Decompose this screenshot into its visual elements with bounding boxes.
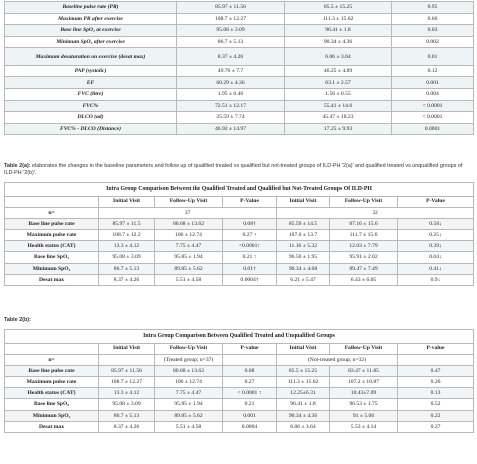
row-label: Base line SpO₂ — [5, 399, 99, 410]
data-cell: 83.47 ± 11.85 — [330, 365, 398, 376]
data-cell: 96.41 ± 1.8 — [277, 399, 330, 410]
data-cell: 111.3 ± 15.62 — [277, 377, 330, 388]
row-label: Minimum SpO₂ after exercise — [5, 36, 177, 48]
row-label: Minimum SpO₂ — [5, 263, 99, 274]
data-cell: 0.26 — [398, 377, 474, 388]
not-treated-value: 46.25 ± 4.89 — [285, 65, 392, 77]
table-2a-caption — [4, 163, 473, 176]
data-cell: 8.37 ± 4.26 — [99, 274, 155, 285]
row-label: PAP (systolic) — [5, 65, 177, 77]
table-title: Intra Group Comparison Between the Qualified Treated and Qualified but Not-Treated Groups Of ILD-PH — [5, 183, 474, 197]
data-cell: 0.25↓ — [398, 230, 474, 241]
column-header: P-value — [223, 343, 277, 354]
table-row — [5, 230, 474, 241]
data-cell: 87.16 ± 15.6 — [330, 218, 398, 229]
table-row — [5, 421, 474, 432]
qualified-treated-value: 60.29 ± 4.36 — [177, 77, 285, 89]
table-2b-caption — [4, 317, 473, 324]
row-label: DLCO (ad) — [5, 112, 177, 124]
not-treated-value: 6.06 ± 3.64 — [285, 48, 392, 66]
data-cell: 95.08 ± 3.09 — [99, 252, 155, 263]
data-cell: 0.08 — [223, 365, 277, 376]
p-value: < 0.0001 — [392, 100, 474, 112]
column-header: Follow-Up Visit — [330, 343, 398, 354]
data-cell: 0.0004† — [223, 274, 277, 285]
data-cell: 85.59 ± 14.5 — [277, 218, 330, 229]
n-label: n= — [5, 207, 99, 218]
data-cell: 11.16 ± 5.32 — [277, 241, 330, 252]
group-size-row — [5, 354, 474, 365]
row-label: Desat max — [5, 421, 99, 432]
data-cell: 0.22 — [398, 410, 474, 421]
empty-cell — [99, 354, 155, 365]
data-cell: 85.97 ± 11.5 — [99, 218, 155, 229]
data-cell: 0.001 — [223, 410, 277, 421]
data-cell: 80.68 ± 13.62 — [155, 365, 223, 376]
data-cell: 89.85 ± 5.62 — [155, 410, 223, 421]
column-header: P-value — [398, 343, 474, 354]
empty-cell — [223, 354, 277, 365]
table-row — [5, 100, 474, 112]
data-cell: 106 ± 12.74 — [155, 230, 223, 241]
row-label: Baseline pulse rate (PR) — [5, 2, 177, 14]
table-row — [5, 241, 474, 252]
data-cell: 107.2 ± 10.87 — [330, 377, 398, 388]
p-value: 0.001 — [392, 77, 474, 89]
data-cell: 86.7 ± 5.13 — [99, 263, 155, 274]
p-value: 0.95 — [392, 2, 474, 14]
data-cell: 89.85 ± 5.62 — [155, 263, 223, 274]
data-cell: 96.56 ± 1.95 — [277, 252, 330, 263]
qualified-treated-value: 46.92 ± 14.97 — [177, 123, 285, 135]
caption-label: Table 2(a): — [4, 163, 31, 169]
table-row — [5, 13, 474, 25]
data-cell: 0.27 — [223, 377, 277, 388]
row-label: Base line pulse rate — [5, 218, 99, 229]
not-treated-value: 45.47 ± 18.23 — [285, 112, 392, 124]
qualified-treated-value: 25.59 ± 7.74 — [177, 112, 285, 124]
data-cell: 0.04↓ — [398, 252, 474, 263]
group-1-size: 37 — [99, 207, 277, 218]
data-cell: 90.34 ± 4.36 — [277, 410, 330, 421]
table-header-row — [5, 343, 474, 354]
p-value: 0.0001 — [392, 123, 474, 135]
table-row — [5, 218, 474, 229]
p-value: 0.002 — [392, 36, 474, 48]
data-cell: 0.08† — [223, 218, 277, 229]
table-title: Intra Group Comparison Between Qualified Treated and Unqualified Groups — [5, 330, 474, 344]
data-cell: 111.7 ± 15.6 — [330, 230, 398, 241]
data-cell: 89.47 ± 7.49 — [330, 263, 398, 274]
not-treated-value: 17.25 ± 9.93 — [285, 123, 392, 135]
data-cell: 13.3 ± 4.12 — [99, 388, 155, 399]
column-header: Follow-Up Visit — [330, 196, 398, 207]
data-cell: 95.85 ± 1.94 — [155, 252, 223, 263]
data-cell: 5.51 ± 4.58 — [155, 274, 223, 285]
data-cell: < 0.0001 ↑ — [223, 388, 277, 399]
not-treated-value: 85.5 ± 15.25 — [285, 2, 392, 14]
p-value: 0.66 — [392, 13, 474, 25]
data-cell: 12.03 ± 7.79 — [330, 241, 398, 252]
column-header: Initial Visit — [99, 343, 155, 354]
row-label: Desat max — [5, 274, 99, 285]
table-row — [5, 377, 474, 388]
not-treated-value: 111.3 ± 15.62 — [285, 13, 392, 25]
data-cell: 5.51 ± 4.58 — [155, 421, 223, 432]
data-cell: 5.53 ± 4.14 — [330, 421, 398, 432]
group-2-label: (Not-treated group; n=32) — [277, 354, 398, 365]
data-cell: 0.47 — [398, 365, 474, 376]
table-row — [5, 36, 474, 48]
data-cell: 85.5 ± 15.25 — [277, 365, 330, 376]
not-treated-value: 55.41 ± 14.6 — [285, 100, 392, 112]
data-cell: 7.75 ± 4.47 — [155, 388, 223, 399]
data-cell: 0.27 — [398, 421, 474, 432]
table-row — [5, 48, 474, 66]
table-row — [5, 77, 474, 89]
table-row — [5, 25, 474, 37]
table-row — [5, 65, 474, 77]
not-treated-value: 63.1 ± 2.57 — [285, 77, 392, 89]
p-value: 0.01 — [392, 48, 474, 66]
data-cell: 8.37 ± 4.26 — [99, 421, 155, 432]
column-header — [5, 196, 99, 207]
empty-cell — [398, 354, 474, 365]
qualified-treated-value: 72.51 ± 12.17 — [177, 100, 285, 112]
data-cell: 106 ± 12.74 — [155, 377, 223, 388]
table-row — [5, 399, 474, 410]
data-cell: 7.75 ± 4.47 — [155, 241, 223, 252]
data-cell: 0.0004 — [223, 421, 277, 432]
column-header: P-Value — [398, 196, 474, 207]
data-cell: 13.3 ± 4.12 — [99, 241, 155, 252]
data-cell: 95.08 ± 3.09 — [99, 399, 155, 410]
row-label: Base line SpO₂ — [5, 252, 99, 263]
row-label: FVC (litre) — [5, 89, 177, 101]
not-treated-value: 1.56 ± 0.55 — [285, 89, 392, 101]
data-cell: 107.6 ± 13.7 — [277, 230, 330, 241]
data-cell: 86.7 ± 5.13 — [99, 410, 155, 421]
column-header: P-Value — [223, 196, 277, 207]
row-label: Maximum pulse rate — [5, 230, 99, 241]
qualified-treated-value: 1.95 ± 0.46 — [177, 89, 285, 101]
data-cell: 90.34 ± 4.68 — [277, 263, 330, 274]
data-cell: 108.7 ± 12.27 — [99, 377, 155, 388]
p-value: 0.03 — [392, 25, 474, 37]
p-value: 0.004 — [392, 89, 474, 101]
not-treated-value: 90.34 ± 4.36 — [285, 36, 392, 48]
data-cell: 0.39↓ — [398, 241, 474, 252]
data-cell: 108.7 ± 12.2 — [99, 230, 155, 241]
row-label: EF — [5, 77, 177, 89]
row-label: Base line SpO₂ at exercise — [5, 25, 177, 37]
p-value: 0.12 — [392, 65, 474, 77]
column-header — [5, 343, 99, 354]
table-row — [5, 263, 474, 274]
data-cell: 80.68 ± 13.62 — [155, 218, 223, 229]
row-label: Base line pulse rate — [5, 365, 99, 376]
table-row — [5, 274, 474, 285]
column-header: Follow-Up Visit — [155, 343, 223, 354]
qualified-treated-value: 8.37 ± 4.26 — [177, 48, 285, 66]
data-cell: 0.13 — [398, 388, 474, 399]
row-label: Health status (CAT) — [5, 241, 99, 252]
data-cell: 6.06 ± 3.64 — [277, 421, 330, 432]
row-label: Maximum pulse rate — [5, 377, 99, 388]
data-cell: 10.43±7.09 — [330, 388, 398, 399]
qualified-treated-vs-unqualified-table — [4, 329, 474, 433]
not-treated-value: 96.41 ± 1.8 — [285, 25, 392, 37]
data-cell: 85.97 ± 11.56 — [99, 365, 155, 376]
table-row — [5, 388, 474, 399]
data-cell: 96.53 ± 1.75 — [330, 399, 398, 410]
table-row — [5, 365, 474, 376]
row-label: Maximum PR after exercise — [5, 13, 177, 25]
row-label: Minimum SpO₂ — [5, 410, 99, 421]
column-header: Initial Visit — [277, 196, 330, 207]
column-header: Initial Visit — [277, 343, 330, 354]
table-title-row — [5, 330, 474, 344]
data-cell: 91 ± 5.06 — [330, 410, 398, 421]
data-cell: 0.52 — [398, 399, 474, 410]
data-cell: 95.85 ± 1.94 — [155, 399, 223, 410]
qualified-treated-vs-not-treated-table — [4, 182, 474, 286]
table-row — [5, 252, 474, 263]
qualified-treated-value: 95.08 ± 3.09 — [177, 25, 285, 37]
group-1-label: (Treated group; n=37) — [155, 354, 223, 365]
row-label: FVC% — [5, 100, 177, 112]
column-header: Follow-Up Visit — [155, 196, 223, 207]
group-size-row — [5, 207, 474, 218]
qualified-treated-value: 85.97 ± 11.56 — [177, 2, 285, 14]
n-label: n= — [5, 354, 99, 365]
data-cell: 6.43 ± 6.05 — [330, 274, 398, 285]
row-label: FVC% - DLCO (Distance) — [5, 123, 177, 135]
data-cell: 6.21 ± 5.47 — [277, 274, 330, 285]
table-header-row — [5, 196, 474, 207]
data-cell: 95.91 ± 2.02 — [330, 252, 398, 263]
table-row — [5, 410, 474, 421]
baseline-comparison-table — [4, 1, 474, 135]
qualified-treated-value: 49.76 ± 7.7 — [177, 65, 285, 77]
caption-label: Table 2(b): — [4, 317, 31, 323]
qualified-treated-value: 86.7 ± 5.13 — [177, 36, 285, 48]
data-cell: 0.27 ↑ — [223, 230, 277, 241]
group-2-size: 32 — [277, 207, 474, 218]
table-row — [5, 112, 474, 124]
data-cell: 0.01† — [223, 263, 277, 274]
data-cell: <0.0001↑ — [223, 241, 277, 252]
data-cell: 0.21 — [223, 399, 277, 410]
data-cell: 0.41↓ — [398, 263, 474, 274]
table-row — [5, 89, 474, 101]
row-label: Health status (CAT) — [5, 388, 99, 399]
data-cell: 0.9↓ — [398, 274, 474, 285]
data-cell: 0.21 ↑ — [223, 252, 277, 263]
row-label: Maximum desaturation on exercise (desat max) — [5, 48, 177, 66]
data-cell: 12.25±6.31 — [277, 388, 330, 399]
table-title-row — [5, 183, 474, 197]
qualified-treated-value: 108.7 ± 12.27 — [177, 13, 285, 25]
caption-text: elaborates the changes in the baseline parameters and follow up of qualified treated vs qualified but not-treated groups of ILD-PH '2(a)' and qualified treated vs unqualified groups of ILD-PH '2(b)'. — [4, 163, 463, 176]
table-row — [5, 123, 474, 135]
data-cell: 0.58↓ — [398, 218, 474, 229]
p-value: < 0.0001 — [392, 112, 474, 124]
table-row — [5, 2, 474, 14]
column-header: Initial Visit — [99, 196, 155, 207]
